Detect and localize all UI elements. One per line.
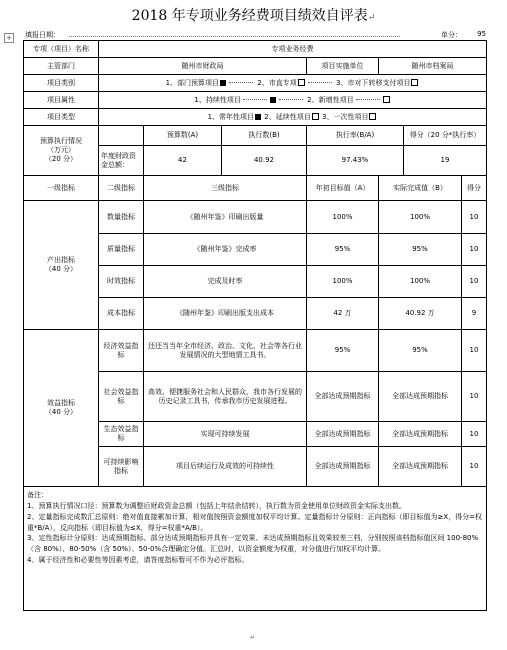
page-title: 2018 年专项业务经费项目绩效自评表↵ — [131, 8, 376, 24]
budget-label: 预算执行情况 （万元） （20 分） — [24, 126, 99, 176]
benefit-actual[interactable]: 全部达成预期指标 — [379, 372, 462, 422]
checked-box-icon[interactable] — [220, 80, 226, 86]
output-actual[interactable]: 40.92 万 — [379, 298, 462, 330]
table-move-handle-icon[interactable]: + — [4, 33, 14, 43]
category-options — [99, 75, 487, 92]
output-l2: 时效指标 — [99, 266, 144, 298]
benefit-l3: 实现可持续发展 — [144, 422, 307, 447]
notes-title: 备注： — [27, 491, 48, 499]
dotted-separator — [308, 82, 332, 83]
total-score-value: 95 — [477, 30, 486, 38]
benefit-score[interactable]: 10 — [462, 422, 487, 447]
checkbox-icon[interactable] — [411, 79, 418, 86]
output-l3: 《随州年鉴》印刷出版支出成本 — [144, 298, 307, 330]
budget-col-exec: 执行数(B) — [222, 126, 307, 146]
benefit-actual[interactable]: 95% — [379, 330, 462, 372]
fill-dotted-line — [69, 36, 400, 37]
benefit-row — [24, 330, 487, 372]
output-target[interactable]: 100% — [307, 201, 379, 234]
budget-col-score: 得分（20 分*执行率） — [404, 126, 487, 146]
checkbox-icon[interactable] — [383, 96, 390, 103]
dotted-separator — [279, 99, 303, 100]
type-option-1: 1、常年性项目 — [207, 112, 255, 121]
dotted-separator — [243, 99, 267, 100]
dept-value[interactable]: 随州市财政局 — [99, 58, 307, 75]
indicator-level1-header: 一级指标 — [24, 176, 99, 201]
attribute-options — [99, 92, 487, 109]
benefit-score[interactable]: 10 — [462, 330, 487, 372]
impl-unit-label: 项目实施单位 — [307, 58, 379, 75]
dept-row — [24, 58, 487, 75]
total-score-label: 单分： — [441, 31, 462, 39]
attribute-label: 项目属性 — [24, 92, 99, 109]
attribute-row — [24, 92, 487, 109]
budget-score-value[interactable]: 19 — [404, 146, 487, 176]
category-option-1: 1、部门预算项目 — [165, 78, 220, 87]
benefit-score[interactable]: 10 — [462, 447, 487, 487]
output-l2: 成本指标 — [99, 298, 144, 330]
benefit-l2: 可持续影响指标 — [99, 447, 144, 487]
category-option-2: 2、市直专项 — [257, 78, 297, 87]
benefit-indicator-label: 效益指标 （40 分） — [24, 330, 99, 487]
note-item: 1、预算执行情况口径：预算数为调整后财政资金总额（包括上年结余结转），执行数为资金使用单位财政资金实际支出数。 — [27, 501, 406, 510]
note-item: 4、属于经济性和必要性等因素考虑，请答度指标暂可不作为必评指标。 — [27, 556, 249, 565]
output-score[interactable]: 9 — [462, 298, 487, 330]
indicator-target-header: 年初目标值（A） — [307, 176, 379, 201]
budget-col-rate: 执行率(B/A) — [307, 126, 404, 146]
indicator-level2-header: 二级指标 — [99, 176, 144, 201]
output-target[interactable]: 42 万 — [307, 298, 379, 330]
indicator-header-row — [24, 176, 487, 201]
output-target[interactable]: 100% — [307, 266, 379, 298]
benefit-l3: 还还当当年全市经济、政治、文化、社会等各行业发展情况的大型地情工具书。 — [144, 330, 307, 372]
benefit-l2: 生态效益指标 — [99, 422, 144, 447]
impl-unit-value[interactable]: 随州市档案局 — [379, 58, 487, 75]
output-actual[interactable]: 95% — [379, 234, 462, 266]
evaluation-table — [23, 40, 487, 611]
type-row — [24, 109, 487, 126]
checked-box-icon[interactable] — [270, 97, 276, 103]
fill-date-label: 填报日期： — [25, 31, 60, 39]
dotted-separator — [356, 99, 380, 100]
exec-value[interactable]: 40.92 — [222, 146, 307, 176]
indicator-score-header: 得分 — [462, 176, 487, 201]
benefit-l2: 经济效益指标 — [99, 330, 144, 372]
benefit-actual[interactable]: 全部达成预期指标 — [379, 447, 462, 487]
output-l3: 完成及时率 — [144, 266, 307, 298]
benefit-target[interactable]: 95% — [307, 330, 379, 372]
output-l3: 《随州年鉴》印刷出版量 — [144, 201, 307, 234]
budget-value[interactable]: 42 — [144, 146, 222, 176]
benefit-score[interactable]: 10 — [462, 372, 487, 422]
output-target[interactable]: 95% — [307, 234, 379, 266]
paragraph-mark: ↵ — [250, 634, 256, 641]
fill-info-line — [23, 30, 486, 40]
benefit-actual[interactable]: 全部达成预期指标 — [379, 422, 462, 447]
project-name-label: 专项（项目）名称 — [24, 41, 99, 58]
category-row — [24, 75, 487, 92]
output-l2: 数量指标 — [99, 201, 144, 234]
note-item: 2、定量指标完成数汇总原则：绝对值直接累加计算，相对值按照资金额度加权平均计算。定量指标计分原则：正向指标（即目标值为≥X，得分=权重*B/A），反向指标（即目标值为≤X，得分=权重*A/B）。 — [27, 512, 482, 532]
output-indicator-label: 产出指标 （40 分） — [24, 201, 99, 330]
indicator-actual-header: 实际完成值（B） — [379, 176, 462, 201]
project-name-value[interactable]: 专项业务经费 — [99, 41, 487, 58]
type-option-3: 3、一次性项目 — [321, 112, 369, 121]
rate-value[interactable]: 97.43% — [307, 146, 404, 176]
benefit-target[interactable]: 全部达成预期指标 — [307, 372, 379, 422]
notes-cell — [24, 487, 487, 611]
checked-box-icon[interactable] — [255, 114, 261, 120]
output-score[interactable]: 10 — [462, 266, 487, 298]
notes-row — [24, 487, 487, 611]
output-row — [24, 201, 487, 234]
attribute-option-1: 1、持续性项目 — [194, 95, 241, 104]
output-l2: 质量指标 — [99, 234, 144, 266]
dept-label: 主管部门 — [24, 58, 99, 75]
budget-row-label: 年度财政资金总额： — [99, 146, 144, 176]
category-label: 项目类别 — [24, 75, 99, 92]
output-actual[interactable]: 100% — [379, 266, 462, 298]
attribute-option-2: 2、新增性项目 — [307, 95, 354, 104]
benefit-target[interactable]: 全部达成预期指标 — [307, 422, 379, 447]
note-item: 3、定性指标计分原则：达成预期指标、部分达成预期指标并具有一定效果、未达成预期指标且效果较差三档，分别按照该档指标值区间 100-80%（含 80%）、80-50%（含 50%）、50-0%合理确定分值。汇总时，以资金额度为权重，对分值进行加权平均计算。 — [27, 534, 479, 554]
type-label: 项目类型 — [24, 109, 99, 126]
budget-header-row — [24, 126, 487, 146]
benefit-target[interactable]: 全部达成预期指标 — [307, 447, 379, 487]
output-score[interactable]: 10 — [462, 201, 487, 234]
benefit-l3: 项目后续运行及成效的可持续性 — [144, 447, 307, 487]
project-name-row — [24, 41, 487, 58]
category-option-3: 3、市对下转移支付项目 — [335, 78, 411, 87]
checkbox-icon[interactable] — [312, 113, 319, 120]
budget-col-budget: 预算数(A) — [144, 126, 222, 146]
benefit-l2: 社会效益指标 — [99, 372, 144, 422]
checkbox-icon[interactable] — [369, 113, 376, 120]
checkbox-icon[interactable] — [298, 79, 305, 86]
benefit-l3: 高效、便捷服务社会和人民群众，我市各行发展的历史记录工具书，传承我市历史发展进程。 — [144, 372, 307, 422]
output-l3: 《随州年鉴》完成率 — [144, 234, 307, 266]
budget-blank — [99, 126, 144, 146]
output-score[interactable]: 10 — [462, 234, 487, 266]
type-options — [99, 109, 487, 126]
dotted-separator — [229, 82, 253, 83]
indicator-level3-header: 三级指标 — [144, 176, 307, 201]
output-actual[interactable]: 100% — [379, 201, 462, 234]
type-option-2: 2、延续性项目 — [264, 112, 311, 121]
